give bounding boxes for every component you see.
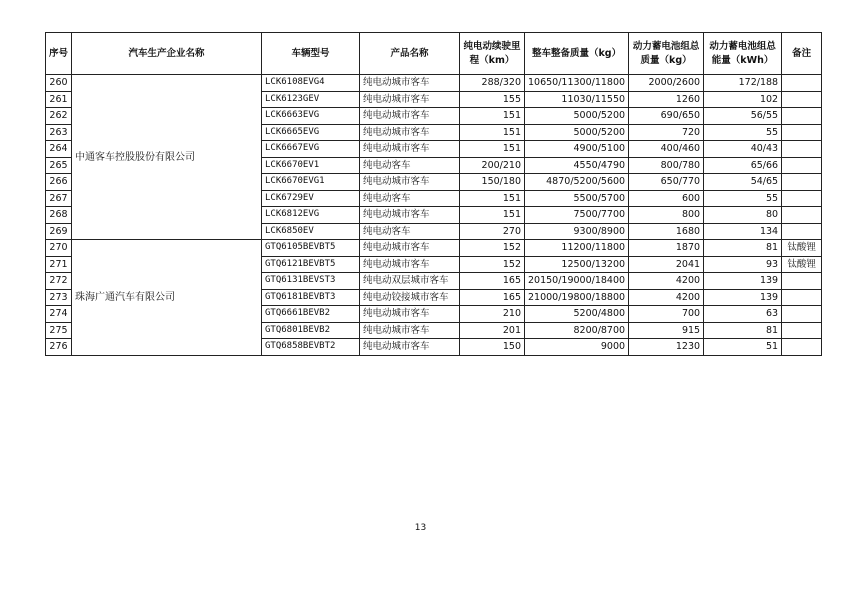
cell-range: 288/320 (460, 75, 525, 92)
cell-mass: 11030/11550 (525, 91, 629, 108)
cell-product: 纯电动客车 (360, 157, 460, 174)
cell-mass: 5500/5700 (525, 190, 629, 207)
cell-seq: 273 (46, 289, 72, 306)
cell-range: 155 (460, 91, 525, 108)
cell-range: 152 (460, 240, 525, 257)
cell-battery-mass: 4200 (629, 273, 704, 290)
cell-mass: 5200/4800 (525, 306, 629, 323)
cell-model: GTQ6121BEVBT5 (262, 256, 360, 273)
cell-mass: 21000/19800/18800 (525, 289, 629, 306)
cell-product: 纯电动城市客车 (360, 108, 460, 125)
cell-battery-energy: 63 (704, 306, 782, 323)
cell-product: 纯电动城市客车 (360, 174, 460, 191)
cell-remark (782, 75, 822, 92)
table-header-row (46, 33, 822, 75)
cell-remark (782, 124, 822, 141)
cell-model: LCK6812EVG (262, 207, 360, 224)
cell-remark (782, 223, 822, 240)
cell-battery-mass: 690/650 (629, 108, 704, 125)
header-remark: 备注 (782, 33, 822, 75)
cell-remark (782, 108, 822, 125)
cell-remark (782, 289, 822, 306)
cell-seq: 267 (46, 190, 72, 207)
cell-battery-energy: 134 (704, 223, 782, 240)
cell-seq: 271 (46, 256, 72, 273)
cell-range: 151 (460, 141, 525, 158)
cell-mass: 9300/8900 (525, 223, 629, 240)
cell-seq: 264 (46, 141, 72, 158)
cell-model: LCK6108EVG4 (262, 75, 360, 92)
cell-battery-mass: 2041 (629, 256, 704, 273)
cell-model: GTQ6105BEVBT5 (262, 240, 360, 257)
cell-battery-mass: 600 (629, 190, 704, 207)
cell-model: GTQ6858BEVBT2 (262, 339, 360, 356)
cell-range: 270 (460, 223, 525, 240)
cell-product: 纯电动客车 (360, 190, 460, 207)
cell-range: 151 (460, 108, 525, 125)
cell-seq: 272 (46, 273, 72, 290)
cell-battery-energy: 54/65 (704, 174, 782, 191)
cell-seq: 270 (46, 240, 72, 257)
cell-battery-mass: 915 (629, 322, 704, 339)
cell-battery-mass: 1680 (629, 223, 704, 240)
cell-range: 151 (460, 207, 525, 224)
cell-remark (782, 91, 822, 108)
cell-battery-energy: 93 (704, 256, 782, 273)
cell-battery-energy: 81 (704, 322, 782, 339)
cell-mass: 4900/5100 (525, 141, 629, 158)
cell-range: 210 (460, 306, 525, 323)
cell-seq: 265 (46, 157, 72, 174)
cell-mass: 5000/5200 (525, 108, 629, 125)
cell-company: 珠海广通汽车有限公司 (72, 240, 262, 356)
cell-battery-mass: 400/460 (629, 141, 704, 158)
cell-battery-energy: 81 (704, 240, 782, 257)
cell-product: 纯电动城市客车 (360, 240, 460, 257)
cell-remark (782, 339, 822, 356)
cell-battery-energy: 139 (704, 289, 782, 306)
cell-model: LCK6663EVG (262, 108, 360, 125)
header-mass: 整车整备质量（kg） (525, 33, 629, 75)
header-product: 产品名称 (360, 33, 460, 75)
cell-model: GTQ6181BEVBT3 (262, 289, 360, 306)
cell-product: 纯电动城市客车 (360, 91, 460, 108)
cell-seq: 276 (46, 339, 72, 356)
cell-mass: 11200/11800 (525, 240, 629, 257)
cell-model: LCK6123GEV (262, 91, 360, 108)
header-company: 汽车生产企业名称 (72, 33, 262, 75)
cell-product: 纯电动城市客车 (360, 207, 460, 224)
cell-product: 纯电动城市客车 (360, 75, 460, 92)
header-battery-energy: 动力蓄电池组总能量（kWh） (704, 33, 782, 75)
cell-battery-mass: 800/780 (629, 157, 704, 174)
cell-battery-energy: 102 (704, 91, 782, 108)
cell-mass: 4870/5200/5600 (525, 174, 629, 191)
cell-range: 200/210 (460, 157, 525, 174)
header-model: 车辆型号 (262, 33, 360, 75)
table-row (46, 75, 822, 92)
cell-seq: 263 (46, 124, 72, 141)
vehicle-catalog-table (45, 32, 822, 356)
header-range: 纯电动续驶里程（km） (460, 33, 525, 75)
cell-range: 150/180 (460, 174, 525, 191)
cell-battery-energy: 80 (704, 207, 782, 224)
cell-model: LCK6670EV1 (262, 157, 360, 174)
cell-product: 纯电动城市客车 (360, 306, 460, 323)
cell-product: 纯电动城市客车 (360, 339, 460, 356)
cell-seq: 260 (46, 75, 72, 92)
header-battery-mass: 动力蓄电池组总质量（kg） (629, 33, 704, 75)
cell-mass: 8200/8700 (525, 322, 629, 339)
cell-battery-mass: 700 (629, 306, 704, 323)
cell-range: 201 (460, 322, 525, 339)
cell-mass: 5000/5200 (525, 124, 629, 141)
cell-remark (782, 190, 822, 207)
cell-range: 150 (460, 339, 525, 356)
cell-product: 纯电动城市客车 (360, 256, 460, 273)
cell-battery-energy: 55 (704, 190, 782, 207)
cell-mass: 7500/7700 (525, 207, 629, 224)
cell-seq: 268 (46, 207, 72, 224)
cell-battery-energy: 40/43 (704, 141, 782, 158)
cell-battery-energy: 56/55 (704, 108, 782, 125)
cell-seq: 262 (46, 108, 72, 125)
cell-remark: 钛酸锂 (782, 256, 822, 273)
cell-battery-energy: 139 (704, 273, 782, 290)
cell-remark (782, 273, 822, 290)
cell-model: LCK6850EV (262, 223, 360, 240)
cell-company: 中通客车控股股份有限公司 (72, 75, 262, 240)
cell-remark (782, 322, 822, 339)
cell-model: LCK6665EVG (262, 124, 360, 141)
cell-battery-energy: 172/188 (704, 75, 782, 92)
cell-range: 151 (460, 124, 525, 141)
cell-seq: 274 (46, 306, 72, 323)
cell-mass: 9000 (525, 339, 629, 356)
cell-product: 纯电动城市客车 (360, 141, 460, 158)
cell-product: 纯电动双层城市客车 (360, 273, 460, 290)
cell-battery-mass: 1870 (629, 240, 704, 257)
cell-product: 纯电动城市客车 (360, 124, 460, 141)
cell-remark (782, 174, 822, 191)
page-number: 13 (414, 523, 427, 533)
cell-battery-mass: 1230 (629, 339, 704, 356)
cell-battery-mass: 1260 (629, 91, 704, 108)
cell-battery-energy: 55 (704, 124, 782, 141)
cell-model: GTQ6131BEVST3 (262, 273, 360, 290)
cell-range: 165 (460, 289, 525, 306)
cell-model: LCK6670EVG1 (262, 174, 360, 191)
header-seq: 序号 (46, 33, 72, 75)
cell-product: 纯电动城市客车 (360, 322, 460, 339)
cell-remark (782, 207, 822, 224)
cell-battery-mass: 4200 (629, 289, 704, 306)
cell-seq: 275 (46, 322, 72, 339)
cell-mass: 20150/19000/18400 (525, 273, 629, 290)
cell-battery-mass: 650/770 (629, 174, 704, 191)
cell-product: 纯电动客车 (360, 223, 460, 240)
cell-battery-mass: 2000/2600 (629, 75, 704, 92)
cell-remark (782, 157, 822, 174)
cell-mass: 4550/4790 (525, 157, 629, 174)
cell-battery-mass: 800 (629, 207, 704, 224)
cell-battery-energy: 51 (704, 339, 782, 356)
table-body (46, 75, 822, 356)
cell-remark: 钛酸锂 (782, 240, 822, 257)
cell-remark (782, 306, 822, 323)
cell-remark (782, 141, 822, 158)
cell-model: GTQ6801BEVB2 (262, 322, 360, 339)
cell-product: 纯电动铰接城市客车 (360, 289, 460, 306)
cell-range: 151 (460, 190, 525, 207)
cell-mass: 10650/11300/11800 (525, 75, 629, 92)
cell-model: GTQ6661BEVB2 (262, 306, 360, 323)
cell-range: 152 (460, 256, 525, 273)
cell-seq: 269 (46, 223, 72, 240)
cell-seq: 266 (46, 174, 72, 191)
cell-battery-mass: 720 (629, 124, 704, 141)
cell-model: LCK6729EV (262, 190, 360, 207)
cell-range: 165 (460, 273, 525, 290)
cell-model: LCK6667EVG (262, 141, 360, 158)
cell-mass: 12500/13200 (525, 256, 629, 273)
cell-battery-energy: 65/66 (704, 157, 782, 174)
cell-seq: 261 (46, 91, 72, 108)
table-row (46, 240, 822, 257)
